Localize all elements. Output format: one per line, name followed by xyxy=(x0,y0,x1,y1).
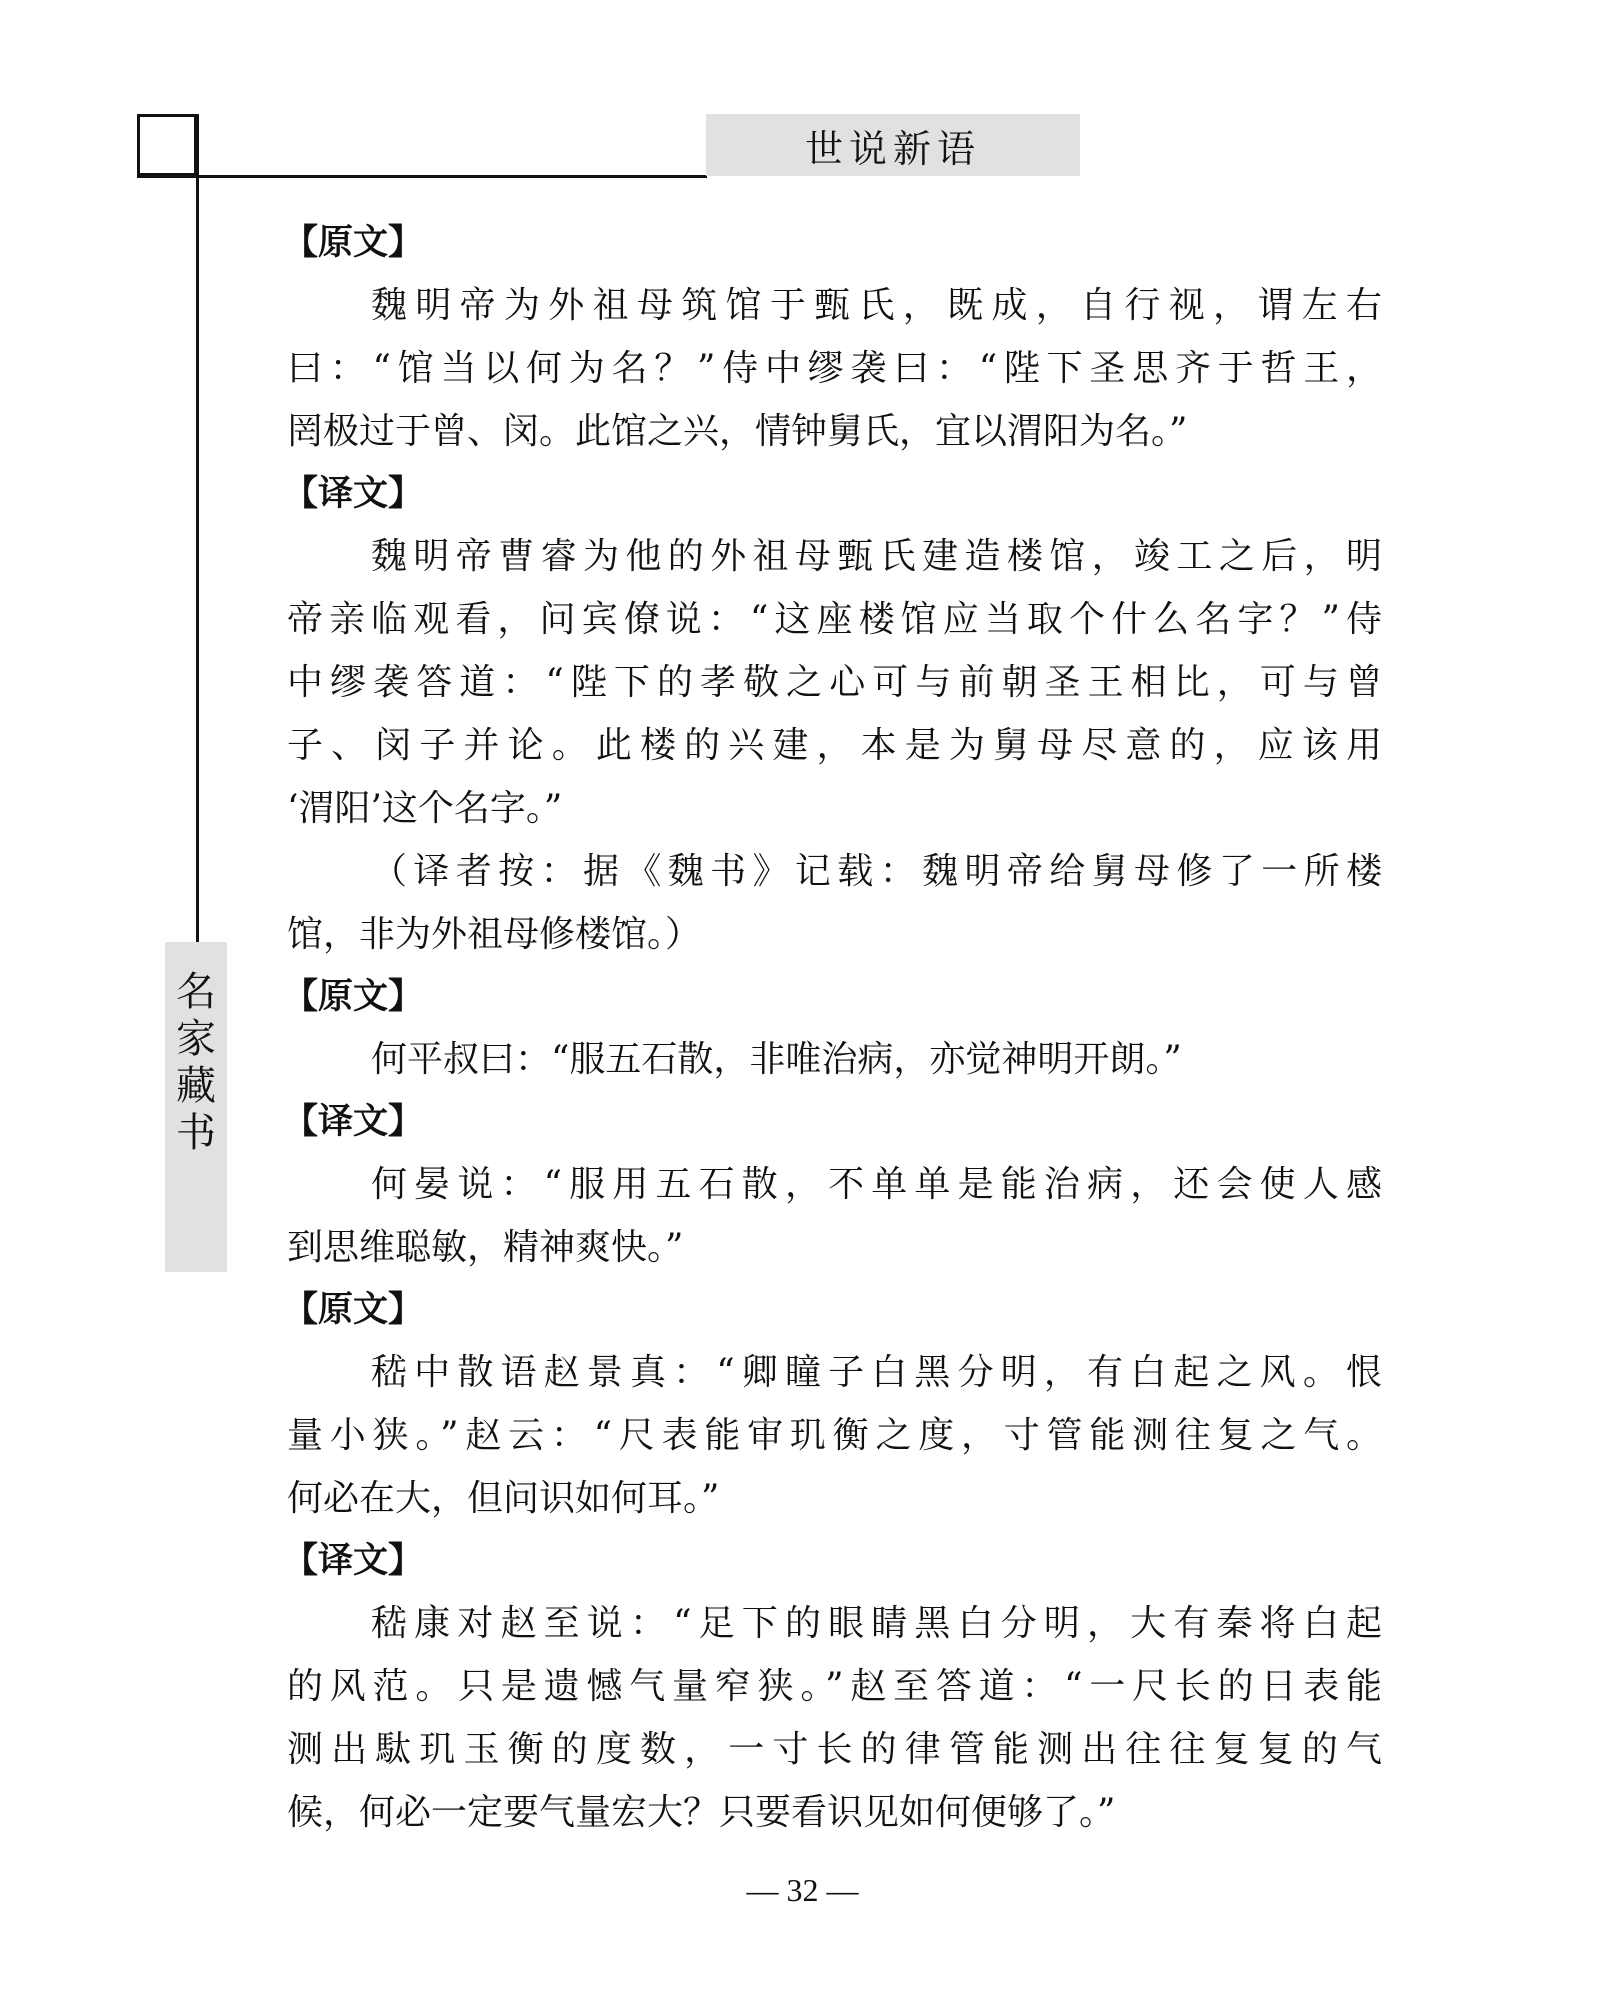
text-line: 何晏说：“服用五石散，不单单是能治病，还会使人感 xyxy=(371,1164,1382,1205)
margin-rule xyxy=(196,114,199,944)
side-tab-char: 藏 xyxy=(176,1063,216,1109)
side-tab-char: 名 xyxy=(176,969,216,1015)
text-line: 嵇康对赵至说：“足下的眼睛黑白分明，大有秦将白起 xyxy=(371,1603,1382,1644)
section-label: 【译文】 xyxy=(283,474,424,514)
corner-frame xyxy=(137,114,197,176)
side-tab-char: 家 xyxy=(176,1016,216,1062)
text-line: 魏明帝曹睿为他的外祖母甄氏建造楼馆，竣工之后，明 xyxy=(371,536,1382,577)
page-number: — 32 — xyxy=(746,1872,859,1908)
text-line: 到思维聪敏，精神爽快。” xyxy=(287,1227,684,1268)
book-title: 世说新语 xyxy=(804,126,981,171)
text-line: 帝亲临观看，问宾僚说：“这座楼馆应当取个什么名字？”侍 xyxy=(287,599,1382,640)
text-line: 罔极过于曾、闵。此馆之兴，情钟舅氏，宜以渭阳为名。” xyxy=(287,411,1188,452)
text-line: 的风范。只是遗憾气量窄狭。”赵至答道：“一尺长的日表能 xyxy=(287,1666,1382,1707)
section-label: 【原文】 xyxy=(283,1290,424,1330)
text-line: 中缪袭答道：“陛下的孝敬之心可与前朝圣王相比，可与曾 xyxy=(287,662,1382,703)
text-line: 何必在大，但问识如何耳。” xyxy=(287,1478,720,1519)
text-line: 量小狭。”赵云：“尺表能审玑衡之度，寸管能测往复之气。 xyxy=(287,1415,1382,1456)
section-label: 【译文】 xyxy=(283,1102,424,1142)
text-line: 子、闵子并论。此楼的兴建，本是为舅母尽意的，应该用 xyxy=(287,725,1382,766)
text-line: 嵇中散语赵景真：“卿瞳子白黑分明，有白起之风。恨 xyxy=(371,1352,1382,1393)
text-line: 测出駄玑玉衡的度数，一寸长的律管能测出往往复复的气 xyxy=(287,1729,1382,1770)
text-line: （译者按：据《魏书》记载：魏明帝给舅母修了一所楼 xyxy=(371,851,1382,892)
running-header xyxy=(706,114,1080,176)
text-line: 馆，非为外祖母修楼馆。） xyxy=(287,914,702,955)
section-label: 【译文】 xyxy=(283,1541,424,1581)
text-line: 候，何必一定要气量宏大？只要看识见如何便够了。” xyxy=(287,1792,1116,1833)
section-label: 【原文】 xyxy=(283,223,424,263)
text-line: 曰：“馆当以何为名？”侍中缪袭曰：“陛下圣思齐于哲王， xyxy=(287,348,1382,389)
section-label: 【原文】 xyxy=(283,977,424,1017)
body-text xyxy=(283,212,1382,1844)
side-tab xyxy=(165,942,227,1272)
side-tab-char: 书 xyxy=(176,1110,216,1156)
text-line: 魏明帝为外祖母筑馆于甄氏，既成，自行视，谓左右 xyxy=(371,285,1382,326)
text-line: ‘渭阳’这个名字。” xyxy=(287,788,563,829)
text-line: 何平叔曰：“服五石散，非唯治病，亦觉神明开朗。” xyxy=(371,1039,1182,1080)
header-rule xyxy=(137,175,707,178)
